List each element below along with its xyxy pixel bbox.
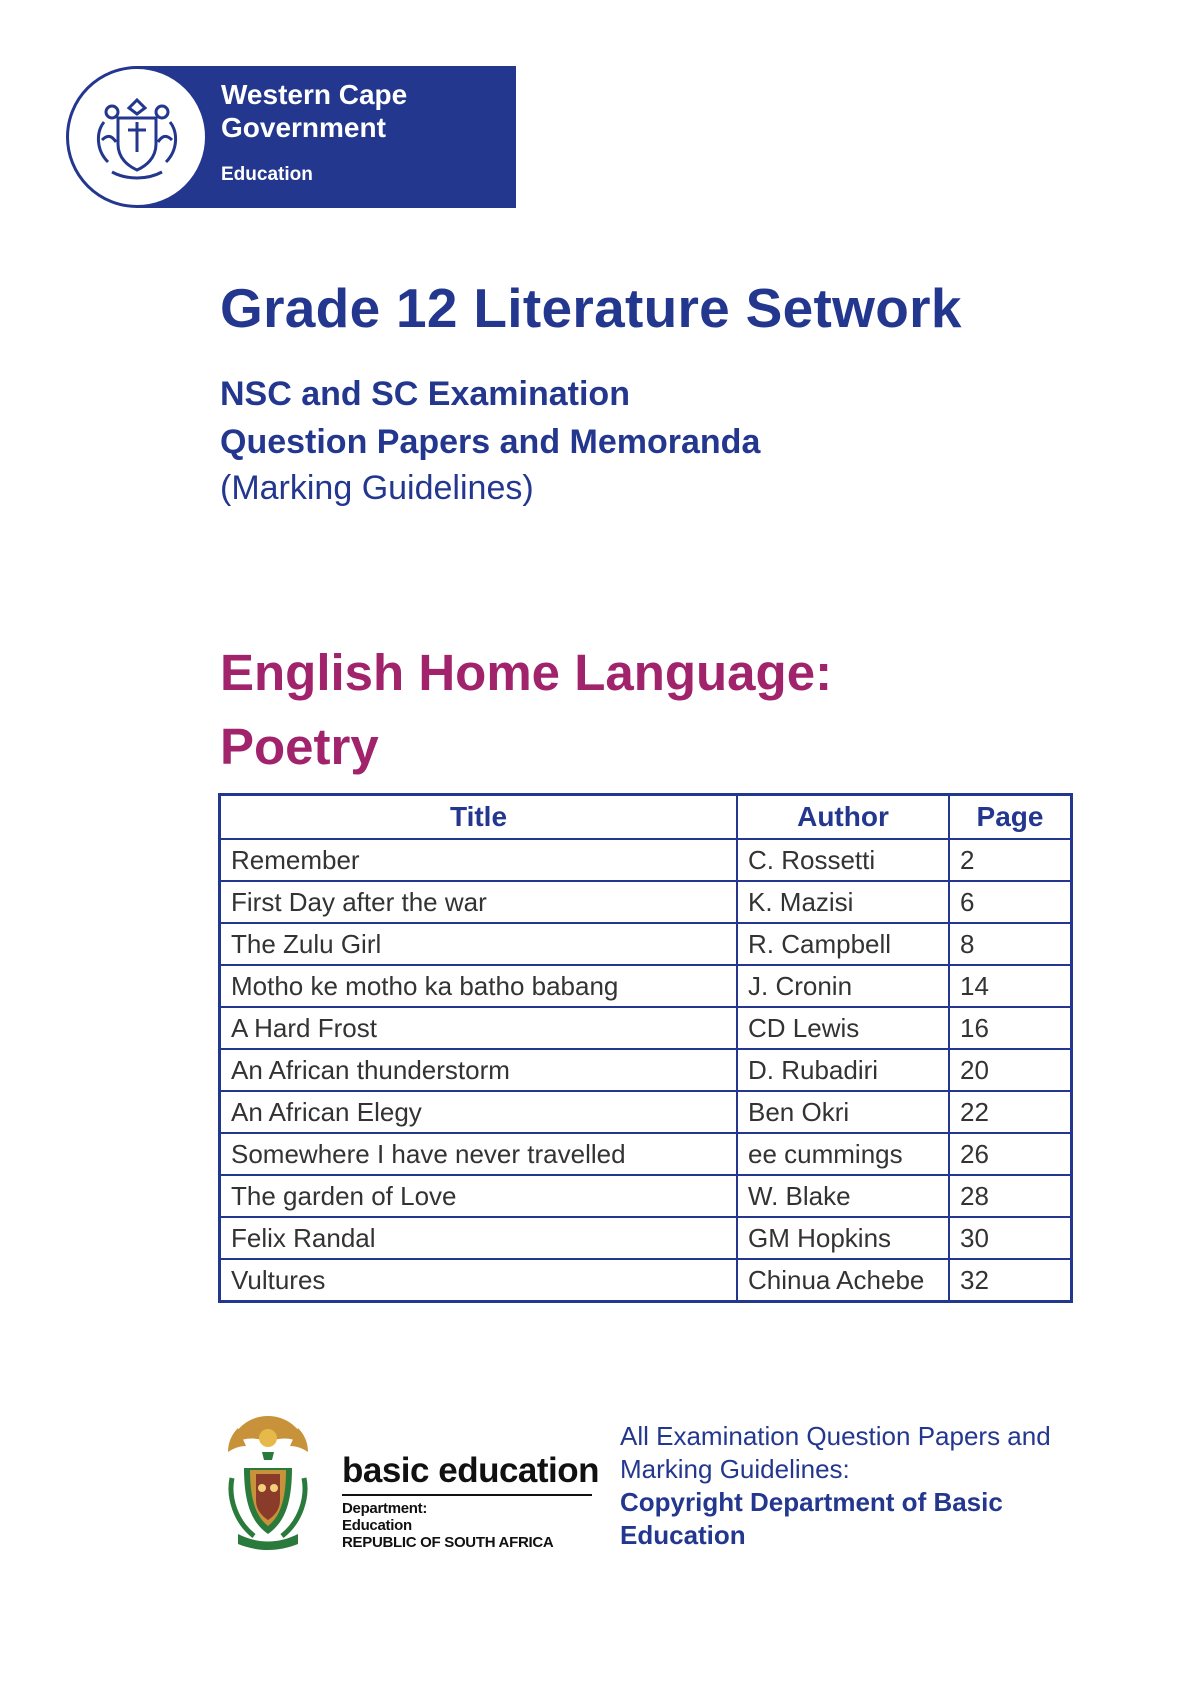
wcg-logo-title-line1: Western Cape (221, 79, 408, 110)
cell-title: An African thunderstorm (220, 1049, 738, 1091)
cell-author: K. Mazisi (737, 881, 949, 923)
section-title-line1: English Home Language: (220, 644, 833, 701)
table-row (220, 1133, 1072, 1175)
cell-author: R. Campbell (737, 923, 949, 965)
dbe-line1: Department: (342, 1500, 428, 1517)
wcg-crest-icon (66, 66, 208, 208)
document-title: Grade 12 Literature Setwork (220, 277, 962, 339)
cell-page: 28 (949, 1175, 1072, 1217)
cell-title: Remember (220, 839, 738, 881)
table-row (220, 1091, 1072, 1133)
cell-author: ee cummings (737, 1133, 949, 1175)
cell-title: Motho ke motho ka batho babang (220, 965, 738, 1007)
table-row (220, 1007, 1072, 1049)
dbe-divider (342, 1494, 592, 1496)
cell-title: The garden of Love (220, 1175, 738, 1217)
dbe-line2: Education (342, 1517, 412, 1534)
cell-author: GM Hopkins (737, 1217, 949, 1259)
table-row (220, 965, 1072, 1007)
cell-page: 22 (949, 1091, 1072, 1133)
column-header-author: Author (737, 795, 949, 840)
cell-title: A Hard Frost (220, 1007, 738, 1049)
cell-author: W. Blake (737, 1175, 949, 1217)
column-header-page: Page (949, 795, 1072, 840)
cell-page: 20 (949, 1049, 1072, 1091)
cell-title: An African Elegy (220, 1091, 738, 1133)
cell-title: The Zulu Girl (220, 923, 738, 965)
cell-author: D. Rubadiri (737, 1049, 949, 1091)
cell-page: 32 (949, 1259, 1072, 1302)
copyright-line1: All Examination Question Papers and (620, 1421, 1051, 1451)
copyright-note (620, 1420, 1051, 1552)
wcg-logo-title-line2: Government (221, 112, 386, 143)
copyright-line2: Marking Guidelines: (620, 1454, 850, 1484)
cell-author: Ben Okri (737, 1091, 949, 1133)
copyright-line3: Copyright Department of Basic (620, 1487, 1003, 1517)
dbe-line3: REPUBLIC OF SOUTH AFRICA (342, 1534, 554, 1551)
cell-author: C. Rossetti (737, 839, 949, 881)
section-title (220, 636, 832, 784)
table-header-row (220, 795, 1072, 840)
wcg-logo-text (221, 78, 407, 186)
cell-title: First Day after the war (220, 881, 738, 923)
subtitle-line1: NSC and SC Examination (220, 375, 630, 413)
wcg-logo-subtitle: Education (221, 164, 313, 185)
dbe-logo-text (342, 1452, 599, 1551)
cell-title: Vultures (220, 1259, 738, 1302)
cell-author: J. Cronin (737, 965, 949, 1007)
dbe-name: basic education (342, 1451, 600, 1490)
cell-author: CD Lewis (737, 1007, 949, 1049)
table-row (220, 1049, 1072, 1091)
setwork-table (218, 793, 1073, 1303)
copyright-line4: Education (620, 1520, 746, 1550)
section-title-line2: Poetry (220, 718, 379, 775)
cell-page: 26 (949, 1133, 1072, 1175)
subtitle-line2: Question Papers and Memoranda (220, 423, 761, 461)
cell-page: 30 (949, 1217, 1072, 1259)
subtitle-line3: (Marking Guidelines) (220, 469, 534, 507)
table-row (220, 839, 1072, 881)
table-row (220, 923, 1072, 965)
table-row (220, 1217, 1072, 1259)
cell-page: 2 (949, 839, 1072, 881)
table-row (220, 1259, 1072, 1302)
cell-title: Somewhere I have never travelled (220, 1133, 738, 1175)
table-row (220, 881, 1072, 923)
cell-page: 8 (949, 923, 1072, 965)
cell-page: 14 (949, 965, 1072, 1007)
table-row (220, 1175, 1072, 1217)
cell-author: Chinua Achebe (737, 1259, 949, 1302)
cell-page: 16 (949, 1007, 1072, 1049)
column-header-title: Title (220, 795, 738, 840)
wcg-logo (66, 66, 516, 208)
table-body (220, 839, 1072, 1302)
coat-of-arms-icon (218, 1408, 318, 1558)
cell-title: Felix Randal (220, 1217, 738, 1259)
dbe-logo (218, 1408, 598, 1558)
document-subtitle (220, 370, 760, 510)
cell-page: 6 (949, 881, 1072, 923)
